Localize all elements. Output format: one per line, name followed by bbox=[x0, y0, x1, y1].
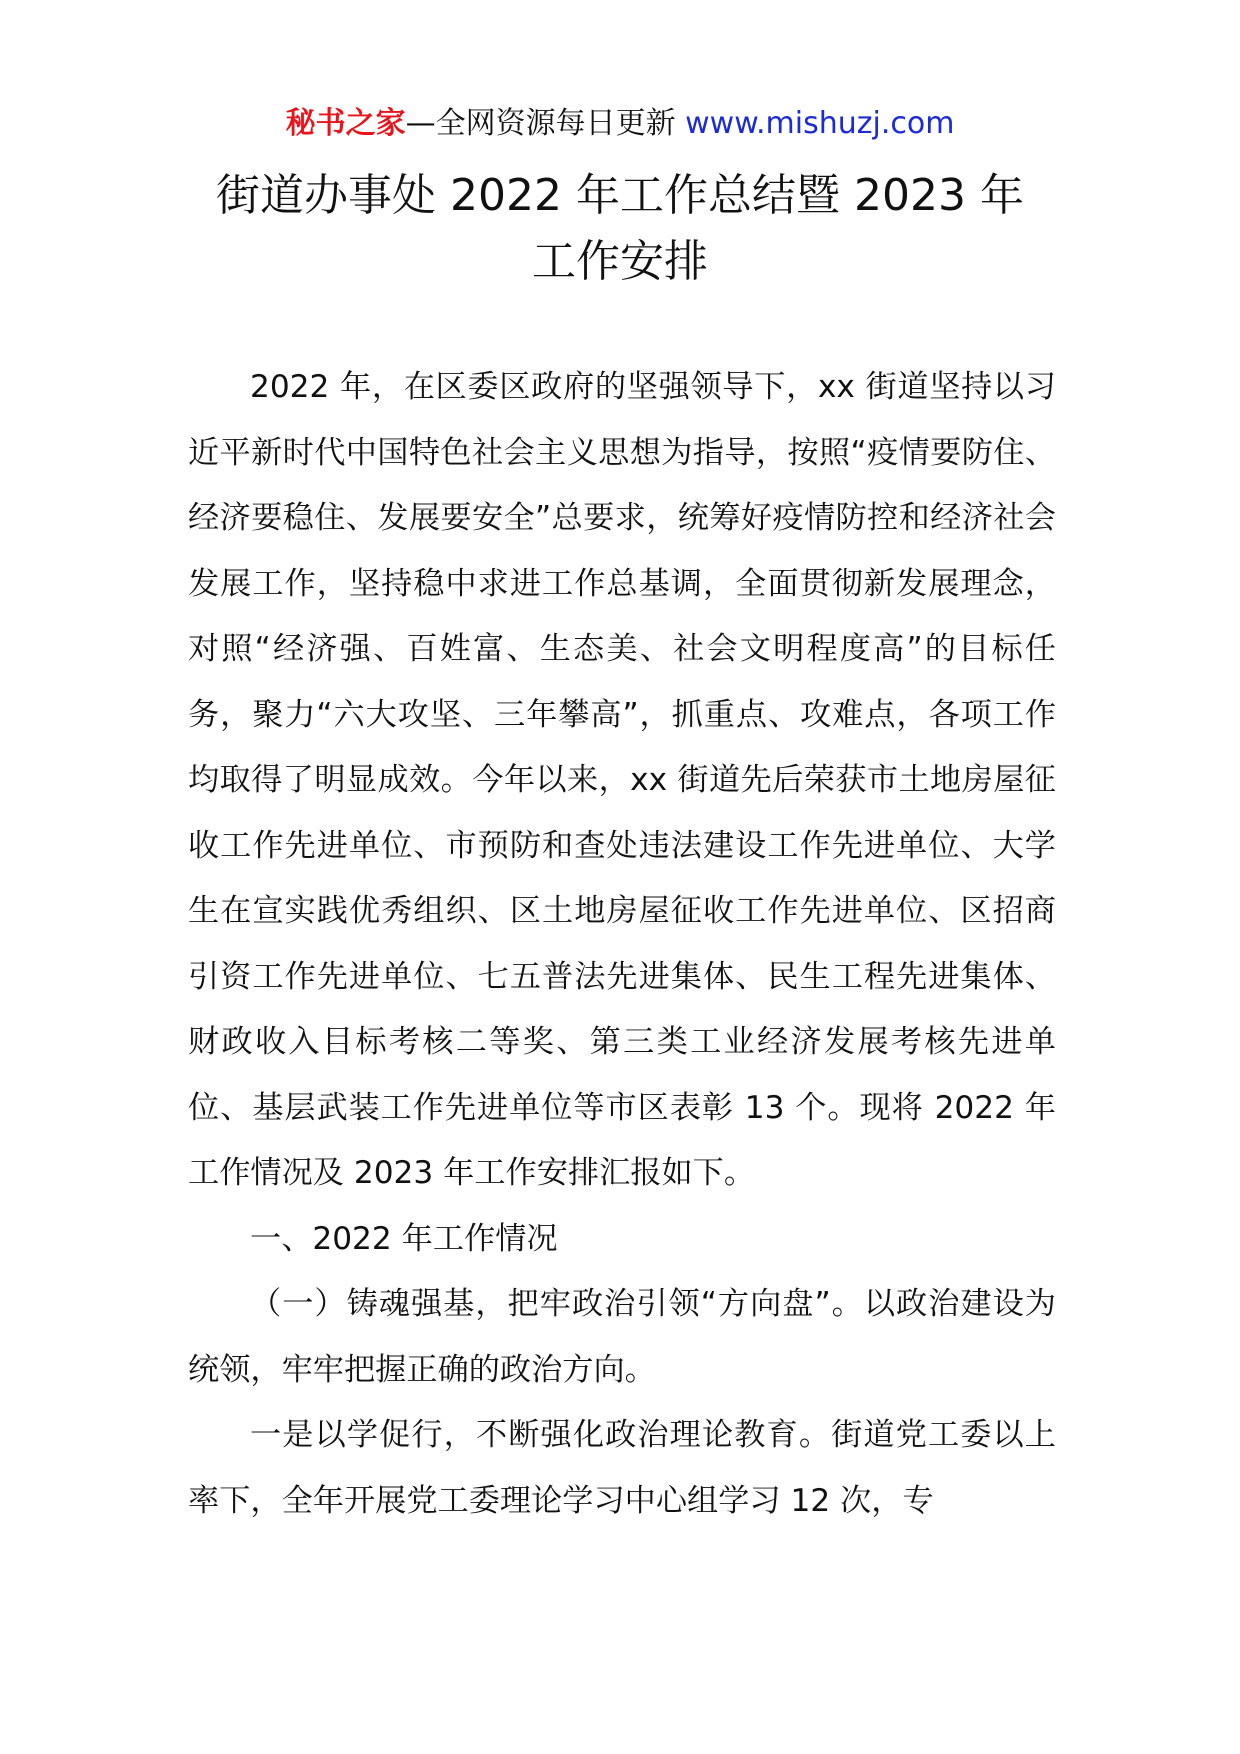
banner-tagline: —全网资源每日更新 bbox=[405, 106, 686, 141]
document-title bbox=[0, 163, 1240, 295]
section-heading: 一、2022 年工作情况 bbox=[250, 1220, 558, 1257]
site-link[interactable]: www.mishuzj.com bbox=[685, 106, 955, 141]
brand-name: 秘书之家 bbox=[285, 106, 406, 141]
body-paragraph: 一是以学促行，不断强化政治理论教育。街道党工委以上率下，全年开展党工委理论学习中心组学习 12 次，专 bbox=[188, 1417, 1056, 1519]
title-line-1: 街道办事处 2022 年工作总结暨 2023 年 bbox=[216, 170, 1024, 221]
title-line-2: 工作安排 bbox=[532, 236, 708, 287]
intro-paragraph: 2022 年，在区委区政府的坚强领导下，xx 街道坚持以习近平新时代中国特色社会主义思想为指导，按照“疫情要防住、经济要稳住、发展要安全”总要求，统筹好疫情防控和经济社会发展工作，坚持稳中求进工作总基调，全面贯彻新发展理念，对照“经济强、百姓富、生态美、社会文明程度高”的目标任务，聚力“六大攻坚、三年攀高”，抓重点、攻难点，各项工作均取得了明显成效。今年以来，xx 街道先后荣获市土地房屋征收工作先进单位、市预防和查处违法建设工作先进单位、大学生在宣实践优秀组织、区土地房屋征收工作先进单位、区招商引资工作先进单位、七五普法先进集体、民生工程先进集体、财政收入目标考核二等奖、第三类工业经济发展考核先进单位、基层武装工作先进单位等市区表彰 13 个。现将 2022 年工作情况及 2023 年工作安排汇报如下。 bbox=[188, 369, 1056, 1191]
subsection-heading: （一）铸魂强基，把牢政治引领“方向盘”。以政治建设为统领，牢牢把握正确的政治方向。 bbox=[188, 1286, 1056, 1388]
site-banner bbox=[0, 104, 1240, 144]
document-body bbox=[188, 355, 1056, 1534]
